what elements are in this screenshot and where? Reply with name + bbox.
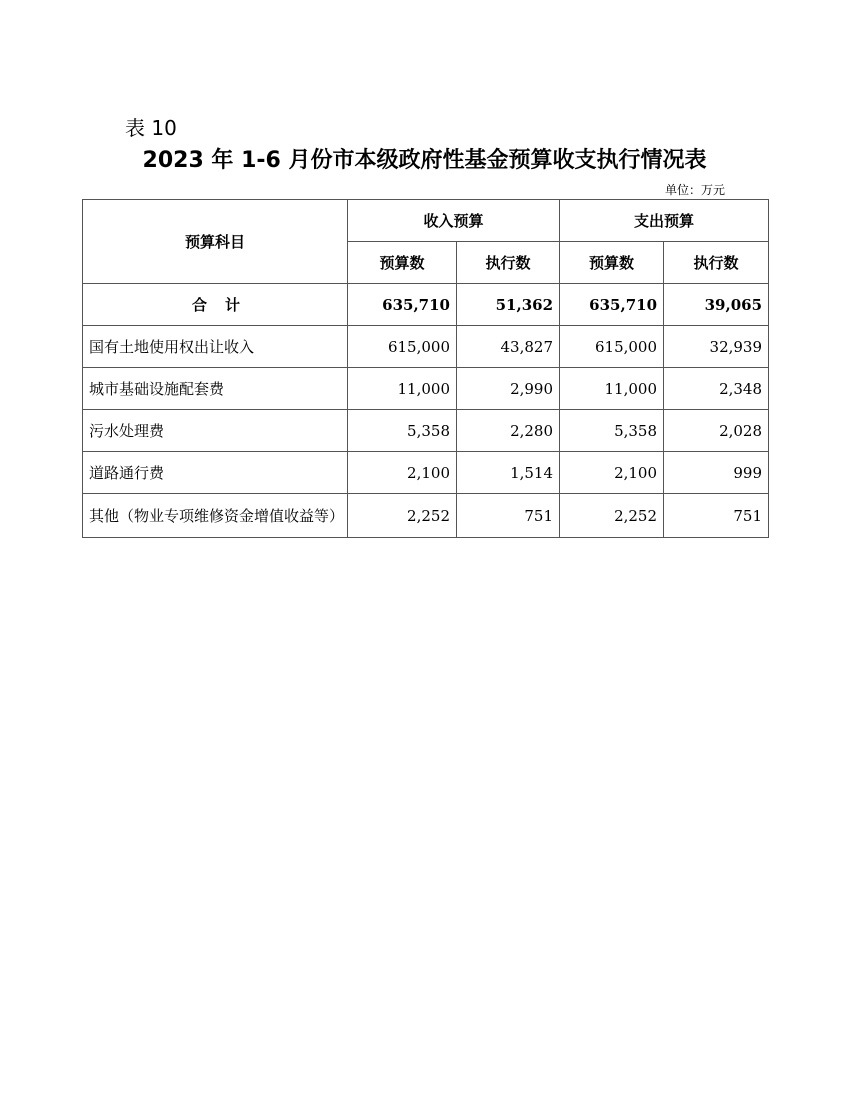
income-budget-cell: 5,358 xyxy=(348,410,457,452)
expense-executed-cell: 999 xyxy=(664,452,769,494)
income-budget-cell: 2,252 xyxy=(348,494,457,538)
table-row xyxy=(83,410,769,452)
row-label: 国有土地使用权出让收入 xyxy=(83,326,348,368)
expense-budget-cell: 2,100 xyxy=(560,452,664,494)
header-row-groups xyxy=(83,200,769,242)
income-executed-cell: 43,827 xyxy=(457,326,560,368)
income-executed-cell: 51,362 xyxy=(457,284,560,326)
column-group-income: 收入预算 xyxy=(348,200,560,242)
income-budget-cell: 635,710 xyxy=(348,284,457,326)
expense-executed-cell: 2,028 xyxy=(664,410,769,452)
table-row xyxy=(83,326,769,368)
table-row xyxy=(83,494,769,538)
column-header-income-executed: 执行数 xyxy=(457,242,560,284)
expense-budget-cell: 2,252 xyxy=(560,494,664,538)
column-group-expense: 支出预算 xyxy=(560,200,769,242)
column-header-subject: 预算科目 xyxy=(83,200,348,284)
document-title: 2023 年 1-6 月份市本级政府性基金预算收支执行情况表 xyxy=(142,148,707,173)
unit-note: 单位：万元 xyxy=(664,183,725,197)
expense-budget-cell: 635,710 xyxy=(560,284,664,326)
row-label: 其他（物业专项维修资金增值收益等） xyxy=(83,494,348,538)
expense-executed-cell: 751 xyxy=(664,494,769,538)
table-number: 表 10 xyxy=(125,116,177,140)
row-label: 合计 xyxy=(83,284,348,326)
income-executed-cell: 2,280 xyxy=(457,410,560,452)
row-label: 城市基础设施配套费 xyxy=(83,368,348,410)
expense-budget-cell: 5,358 xyxy=(560,410,664,452)
expense-budget-cell: 615,000 xyxy=(560,326,664,368)
income-budget-cell: 11,000 xyxy=(348,368,457,410)
row-label: 道路通行费 xyxy=(83,452,348,494)
expense-executed-cell: 2,348 xyxy=(664,368,769,410)
expense-budget-cell: 11,000 xyxy=(560,368,664,410)
table-row xyxy=(83,452,769,494)
column-header-expense-budget: 预算数 xyxy=(560,242,664,284)
income-budget-cell: 615,000 xyxy=(348,326,457,368)
row-label: 污水处理费 xyxy=(83,410,348,452)
budget-table xyxy=(82,199,769,538)
income-executed-cell: 2,990 xyxy=(457,368,560,410)
column-header-expense-executed: 执行数 xyxy=(664,242,769,284)
column-header-income-budget: 预算数 xyxy=(348,242,457,284)
expense-executed-cell: 39,065 xyxy=(664,284,769,326)
table-row-total xyxy=(83,284,769,326)
expense-executed-cell: 32,939 xyxy=(664,326,769,368)
income-executed-cell: 751 xyxy=(457,494,560,538)
income-executed-cell: 1,514 xyxy=(457,452,560,494)
table-row xyxy=(83,368,769,410)
income-budget-cell: 2,100 xyxy=(348,452,457,494)
